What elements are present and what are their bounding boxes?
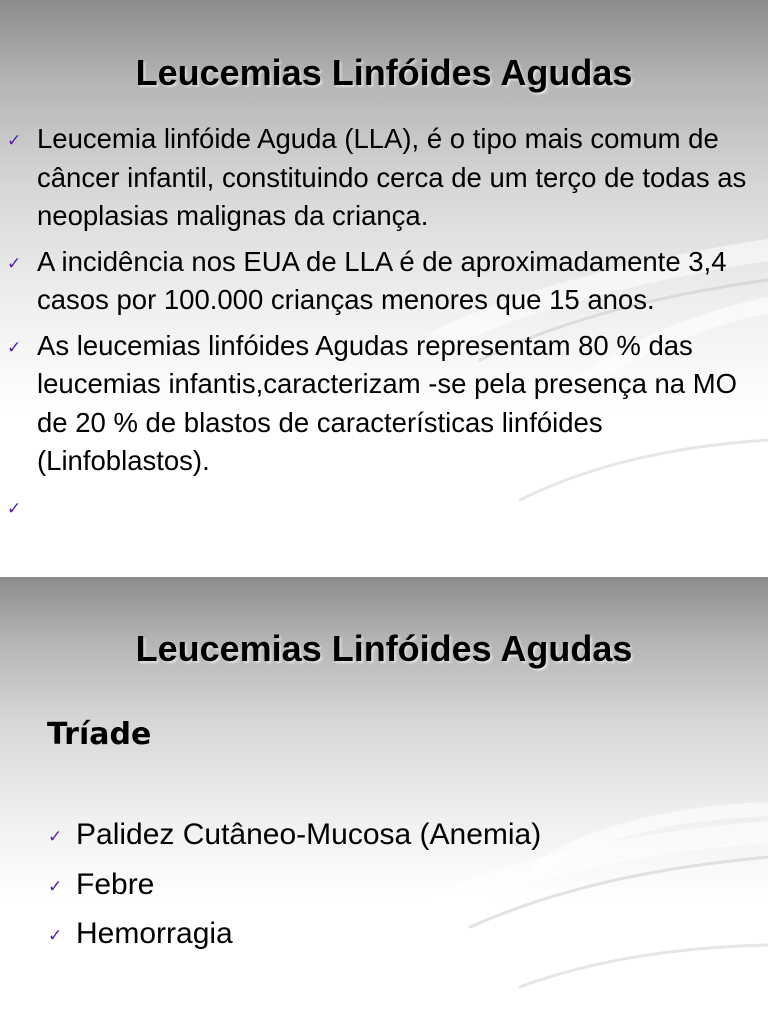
list-item: [7, 488, 762, 526]
slide-title: Leucemias Linfóides Agudas: [135, 52, 633, 93]
list-item: [48, 867, 736, 903]
bullet-text: Leucemia linfóide Aguda (LLA), é o tipo mais comum de câncer infantil, constituindo cerca de um terço de todas as neoplasias malignas da criança.: [37, 123, 747, 231]
checkmark-icon: ✓: [48, 876, 63, 897]
bullet-text: A incidência nos EUA de LLA é de aproximadamente 3,4 casos por 100.000 crianças menores que 15 anos.: [37, 245, 727, 315]
bullet-text: Palidez Cutâneo-Mucosa (Anemia): [76, 818, 542, 851]
list-item: [48, 916, 736, 952]
bullet-text: As leucemias linfóides Agudas representam 80 % das leucemias infantis,caracterizam -se pela presença na MO de 20 % de blastos de características linfóides (Linfoblastos).: [37, 329, 738, 476]
list-item: [48, 817, 736, 853]
slide-title: Leucemias Linfóides Agudas: [135, 628, 633, 669]
checkmark-icon: ✓: [7, 337, 22, 358]
checkmark-icon: ✓: [7, 498, 22, 519]
bullet-text: Febre: [76, 867, 155, 901]
slide-2: [0, 577, 768, 1024]
checkmark-icon: ✓: [7, 131, 22, 151]
slide-subtitle: Tríade: [47, 717, 152, 752]
list-item: [7, 327, 762, 481]
list-item: [7, 120, 762, 236]
checkmark-icon: ✓: [7, 253, 22, 274]
checkmark-icon: ✓: [48, 827, 63, 847]
checkmark-icon: ✓: [48, 926, 63, 946]
list-item: [7, 243, 762, 320]
bullet-list: [48, 817, 736, 966]
bullet-list: [7, 120, 762, 533]
bullet-text: Hemorragia: [76, 917, 233, 950]
